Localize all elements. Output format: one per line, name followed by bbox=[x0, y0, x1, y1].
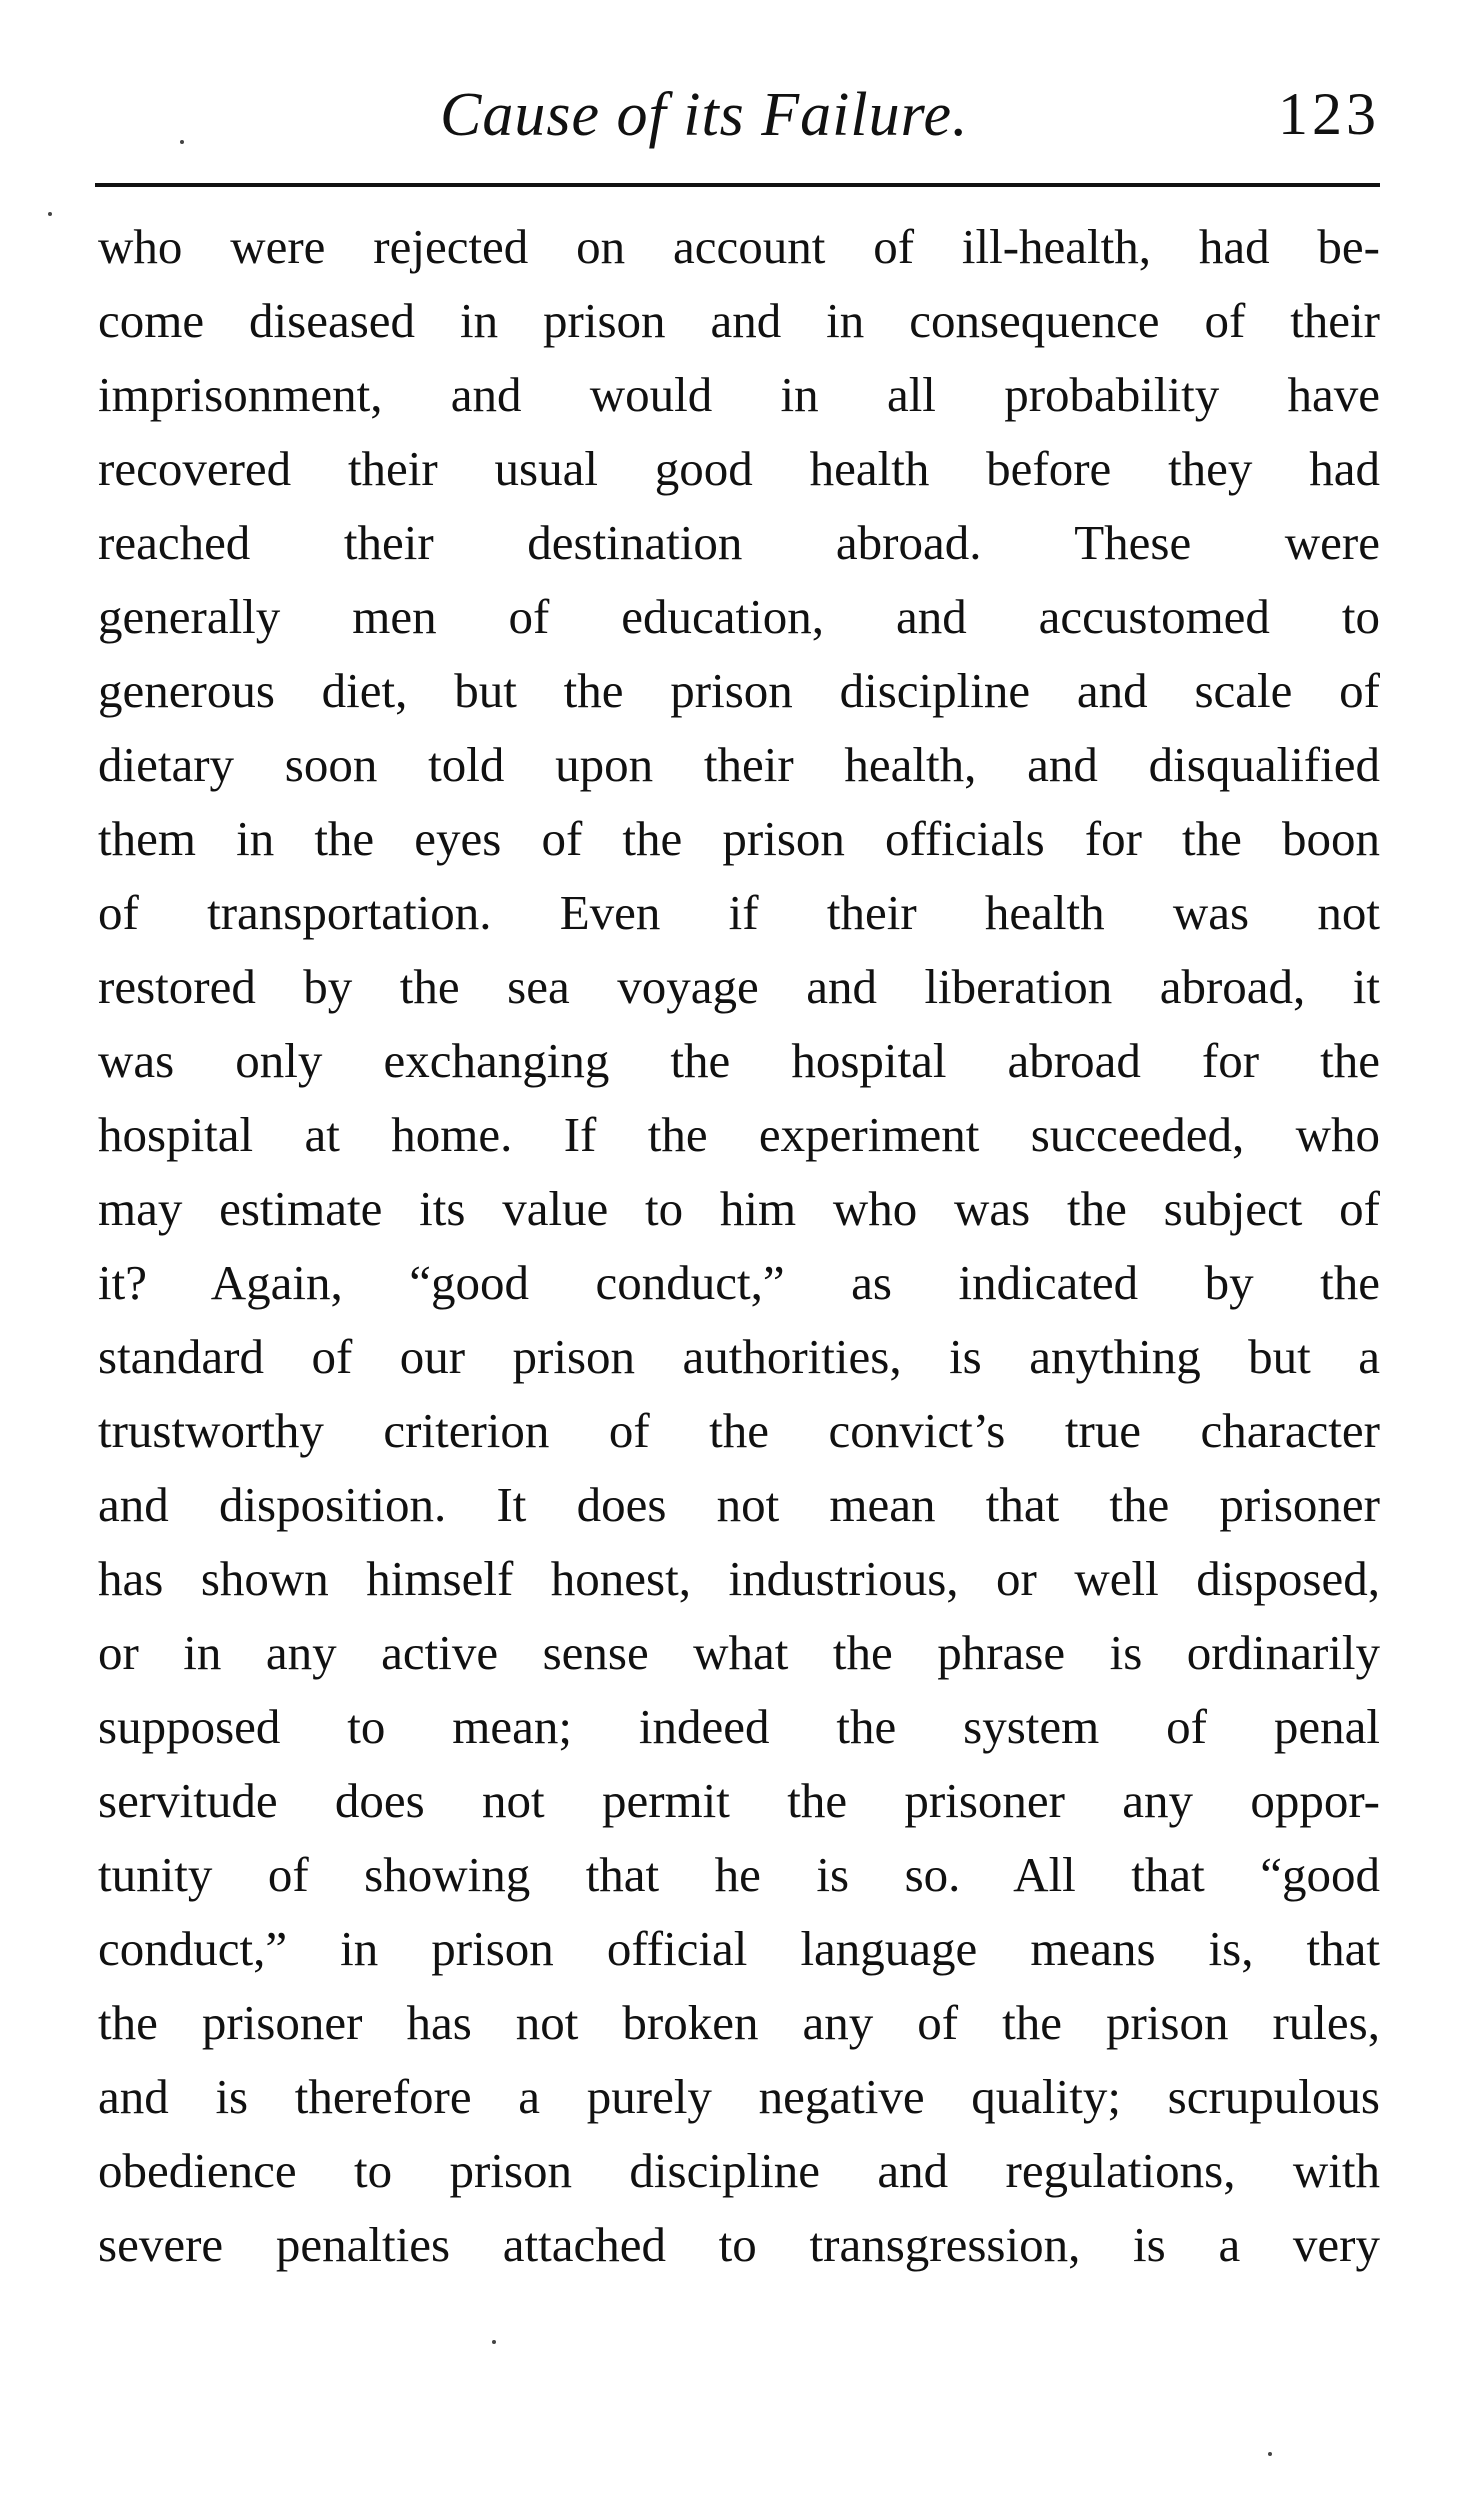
body-text bbox=[98, 210, 1380, 2282]
running-head-title: Cause of its Failure. bbox=[440, 81, 969, 149]
header-rule bbox=[95, 183, 1380, 187]
text-line: and is therefore a purely negative quality; scrupulous bbox=[98, 2069, 1380, 2124]
text-line: hospital at home. If the experiment succeeded, who bbox=[98, 1107, 1380, 1162]
text-line: trustworthy criterion of the convict’s true character bbox=[98, 1403, 1380, 1458]
text-line: them in the eyes of the prison officials for the boon bbox=[98, 811, 1380, 866]
text-line: restored by the sea voyage and liberation abroad, it bbox=[98, 959, 1380, 1014]
text-line: dietary soon told upon their health, and disqualified bbox=[98, 737, 1380, 792]
text-line: conduct,” in prison official language means is, that bbox=[98, 1921, 1380, 1976]
text-line: tunity of showing that he is so. All that “good bbox=[98, 1847, 1380, 1902]
text-line: or in any active sense what the phrase is ordinarily bbox=[98, 1625, 1380, 1680]
text-line: generally men of education, and accustomed to bbox=[98, 589, 1380, 644]
text-line: reached their destination abroad. These were bbox=[98, 515, 1380, 570]
text-line: supposed to mean; indeed the system of penal bbox=[98, 1699, 1380, 1754]
text-line: and disposition. It does not mean that the prisoner bbox=[98, 1477, 1380, 1532]
text-line: generous diet, but the prison discipline and scale of bbox=[98, 663, 1380, 718]
text-line: severe penalties attached to transgression, is a very bbox=[98, 2217, 1380, 2272]
print-speck bbox=[180, 140, 184, 144]
text-line: may estimate its value to him who was the subject of bbox=[98, 1181, 1380, 1236]
text-line: obedience to prison discipline and regulations, with bbox=[98, 2143, 1380, 2198]
text-line: recovered their usual good health before they had bbox=[98, 441, 1380, 496]
text-line: imprisonment, and would in all probability have bbox=[98, 367, 1380, 422]
running-head bbox=[95, 80, 1380, 160]
text-line: has shown himself honest, industrious, or well disposed, bbox=[98, 1551, 1380, 1606]
text-line: of transportation. Even if their health was not bbox=[98, 885, 1380, 940]
text-line: who were rejected on account of ill-health, had be- bbox=[98, 219, 1380, 274]
page-number: 123 bbox=[1278, 81, 1380, 147]
text-line: the prisoner has not broken any of the prison rules, bbox=[98, 1995, 1380, 2050]
print-speck bbox=[492, 2340, 496, 2344]
text-line: was only exchanging the hospital abroad for the bbox=[98, 1033, 1380, 1088]
print-speck bbox=[1268, 2452, 1272, 2456]
print-speck bbox=[48, 212, 52, 216]
text-line: servitude does not permit the prisoner any oppor- bbox=[98, 1773, 1380, 1828]
text-line: come diseased in prison and in consequence of their bbox=[98, 293, 1380, 348]
text-line: it? Again, “good conduct,” as indicated by the bbox=[98, 1255, 1380, 1310]
text-line: standard of our prison authorities, is anything but a bbox=[98, 1329, 1380, 1384]
